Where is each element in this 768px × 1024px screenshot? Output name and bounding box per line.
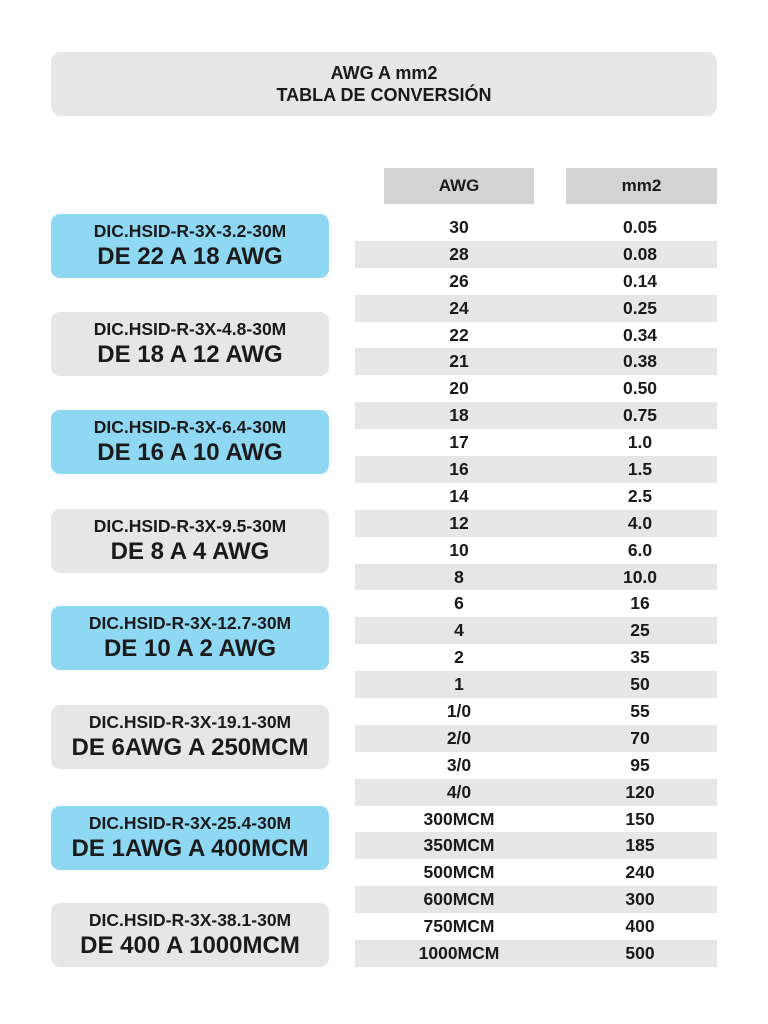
table-row <box>355 779 717 806</box>
range-box <box>51 903 329 967</box>
awg-cell: 17 <box>449 432 469 453</box>
mm2-cell: 0.08 <box>622 243 658 264</box>
mm2-cell: 10.0 <box>622 566 658 587</box>
table-row <box>355 295 717 322</box>
mm2-cell: 55 <box>630 700 650 721</box>
table-row <box>355 564 717 591</box>
mm2-cell: 4.0 <box>627 512 653 533</box>
range-box <box>51 214 329 278</box>
range-box <box>51 806 329 870</box>
awg-cell: 750MCM <box>423 916 495 937</box>
mm2-cell: 95 <box>630 754 650 775</box>
table-row <box>355 214 717 241</box>
mm2-cell: 185 <box>625 835 655 856</box>
table-row <box>355 752 717 779</box>
mm2-cell: 50 <box>630 674 650 695</box>
mm2-cell: 35 <box>630 647 650 668</box>
table-row <box>355 402 717 429</box>
range-code: DIC.HSID-R-3X-4.8-30M <box>93 319 287 339</box>
range-code: DIC.HSID-R-3X-3.2-30M <box>93 221 287 241</box>
mm2-column-header: mm2 <box>566 168 717 204</box>
mm2-cell: 0.38 <box>622 351 658 372</box>
awg-cell: 26 <box>449 270 469 291</box>
table-row <box>355 913 717 940</box>
range-label: DE 8 A 4 AWG <box>110 538 270 565</box>
conversion-table <box>355 214 717 967</box>
table-row <box>355 322 717 349</box>
mm2-cell: 1.5 <box>627 458 653 479</box>
table-row <box>355 832 717 859</box>
awg-cell: 350MCM <box>423 835 495 856</box>
awg-cell: 20 <box>449 378 469 399</box>
table-row <box>355 510 717 537</box>
awg-cell: 1/0 <box>446 700 472 721</box>
range-box <box>51 705 329 769</box>
range-code: DIC.HSID-R-3X-12.7-30M <box>88 613 292 633</box>
mm2-cell: 150 <box>625 808 655 829</box>
mm2-cell: 240 <box>625 862 655 883</box>
mm2-cell: 0.34 <box>622 324 658 345</box>
table-row <box>355 268 717 295</box>
range-label: DE 10 A 2 AWG <box>103 635 277 662</box>
range-code: DIC.HSID-R-3X-38.1-30M <box>88 910 292 930</box>
table-row <box>355 886 717 913</box>
awg-cell: 18 <box>449 405 469 426</box>
awg-cell: 30 <box>449 216 469 237</box>
range-label: DE 6AWG A 250MCM <box>71 734 309 761</box>
awg-cell: 2/0 <box>446 727 472 748</box>
range-code: DIC.HSID-R-3X-19.1-30M <box>88 712 292 732</box>
table-row <box>355 617 717 644</box>
title-line-1: AWG A mm2 <box>330 63 438 83</box>
title-line-2: TABLA DE CONVERSIÓN <box>276 85 492 105</box>
range-code: DIC.HSID-R-3X-25.4-30M <box>88 813 292 833</box>
awg-cell: 4 <box>454 620 464 641</box>
mm2-cell: 0.14 <box>622 270 658 291</box>
range-box <box>51 606 329 670</box>
table-row <box>355 537 717 564</box>
table-row <box>355 644 717 671</box>
awg-column-header: AWG <box>384 168 534 204</box>
table-row <box>355 590 717 617</box>
range-code: DIC.HSID-R-3X-6.4-30M <box>93 417 287 437</box>
range-label: DE 16 A 10 AWG <box>97 439 283 466</box>
table-row <box>355 940 717 967</box>
range-code: DIC.HSID-R-3X-9.5-30M <box>93 516 287 536</box>
mm2-cell: 120 <box>625 781 655 802</box>
table-row <box>355 241 717 268</box>
awg-cell: 24 <box>449 297 469 318</box>
mm2-cell: 0.50 <box>622 378 658 399</box>
awg-cell: 4/0 <box>446 781 472 802</box>
table-row <box>355 483 717 510</box>
table-row <box>355 429 717 456</box>
awg-cell: 21 <box>449 351 469 372</box>
title-banner <box>51 52 717 116</box>
awg-cell: 12 <box>449 512 469 533</box>
mm2-cell: 0.05 <box>622 216 658 237</box>
mm2-cell: 25 <box>630 620 650 641</box>
awg-cell: 3/0 <box>446 754 472 775</box>
mm2-cell: 6.0 <box>627 539 653 560</box>
awg-cell: 28 <box>449 243 469 264</box>
awg-cell: 22 <box>449 324 469 345</box>
table-row <box>355 375 717 402</box>
awg-cell: 1 <box>454 674 464 695</box>
awg-cell: 600MCM <box>423 889 495 910</box>
range-box <box>51 312 329 376</box>
table-row <box>355 456 717 483</box>
table-row <box>355 698 717 725</box>
range-box <box>51 509 329 573</box>
mm2-cell: 0.25 <box>622 297 658 318</box>
mm2-cell: 70 <box>630 727 650 748</box>
awg-cell: 500MCM <box>423 862 495 883</box>
range-label: DE 18 A 12 AWG <box>97 341 283 368</box>
range-label: DE 1AWG A 400MCM <box>71 835 309 862</box>
table-row <box>355 859 717 886</box>
awg-cell: 10 <box>449 539 469 560</box>
table-row <box>355 348 717 375</box>
awg-cell: 300MCM <box>423 808 495 829</box>
mm2-cell: 500 <box>625 942 655 963</box>
mm2-cell: 400 <box>625 916 655 937</box>
awg-cell: 2 <box>454 647 464 668</box>
mm2-cell: 300 <box>625 889 655 910</box>
mm2-cell: 0.75 <box>622 405 658 426</box>
range-label: DE 400 A 1000MCM <box>80 932 300 959</box>
mm2-cell: 2.5 <box>627 485 653 506</box>
table-row <box>355 671 717 698</box>
awg-cell: 16 <box>449 458 469 479</box>
awg-cell: 1000MCM <box>418 942 500 963</box>
table-row <box>355 725 717 752</box>
awg-cell: 8 <box>454 566 464 587</box>
awg-cell: 14 <box>449 485 469 506</box>
mm2-cell: 16 <box>630 593 650 614</box>
table-row <box>355 806 717 833</box>
awg-cell: 6 <box>454 593 464 614</box>
range-label: DE 22 A 18 AWG <box>97 243 283 270</box>
mm2-cell: 1.0 <box>627 432 653 453</box>
range-box <box>51 410 329 474</box>
